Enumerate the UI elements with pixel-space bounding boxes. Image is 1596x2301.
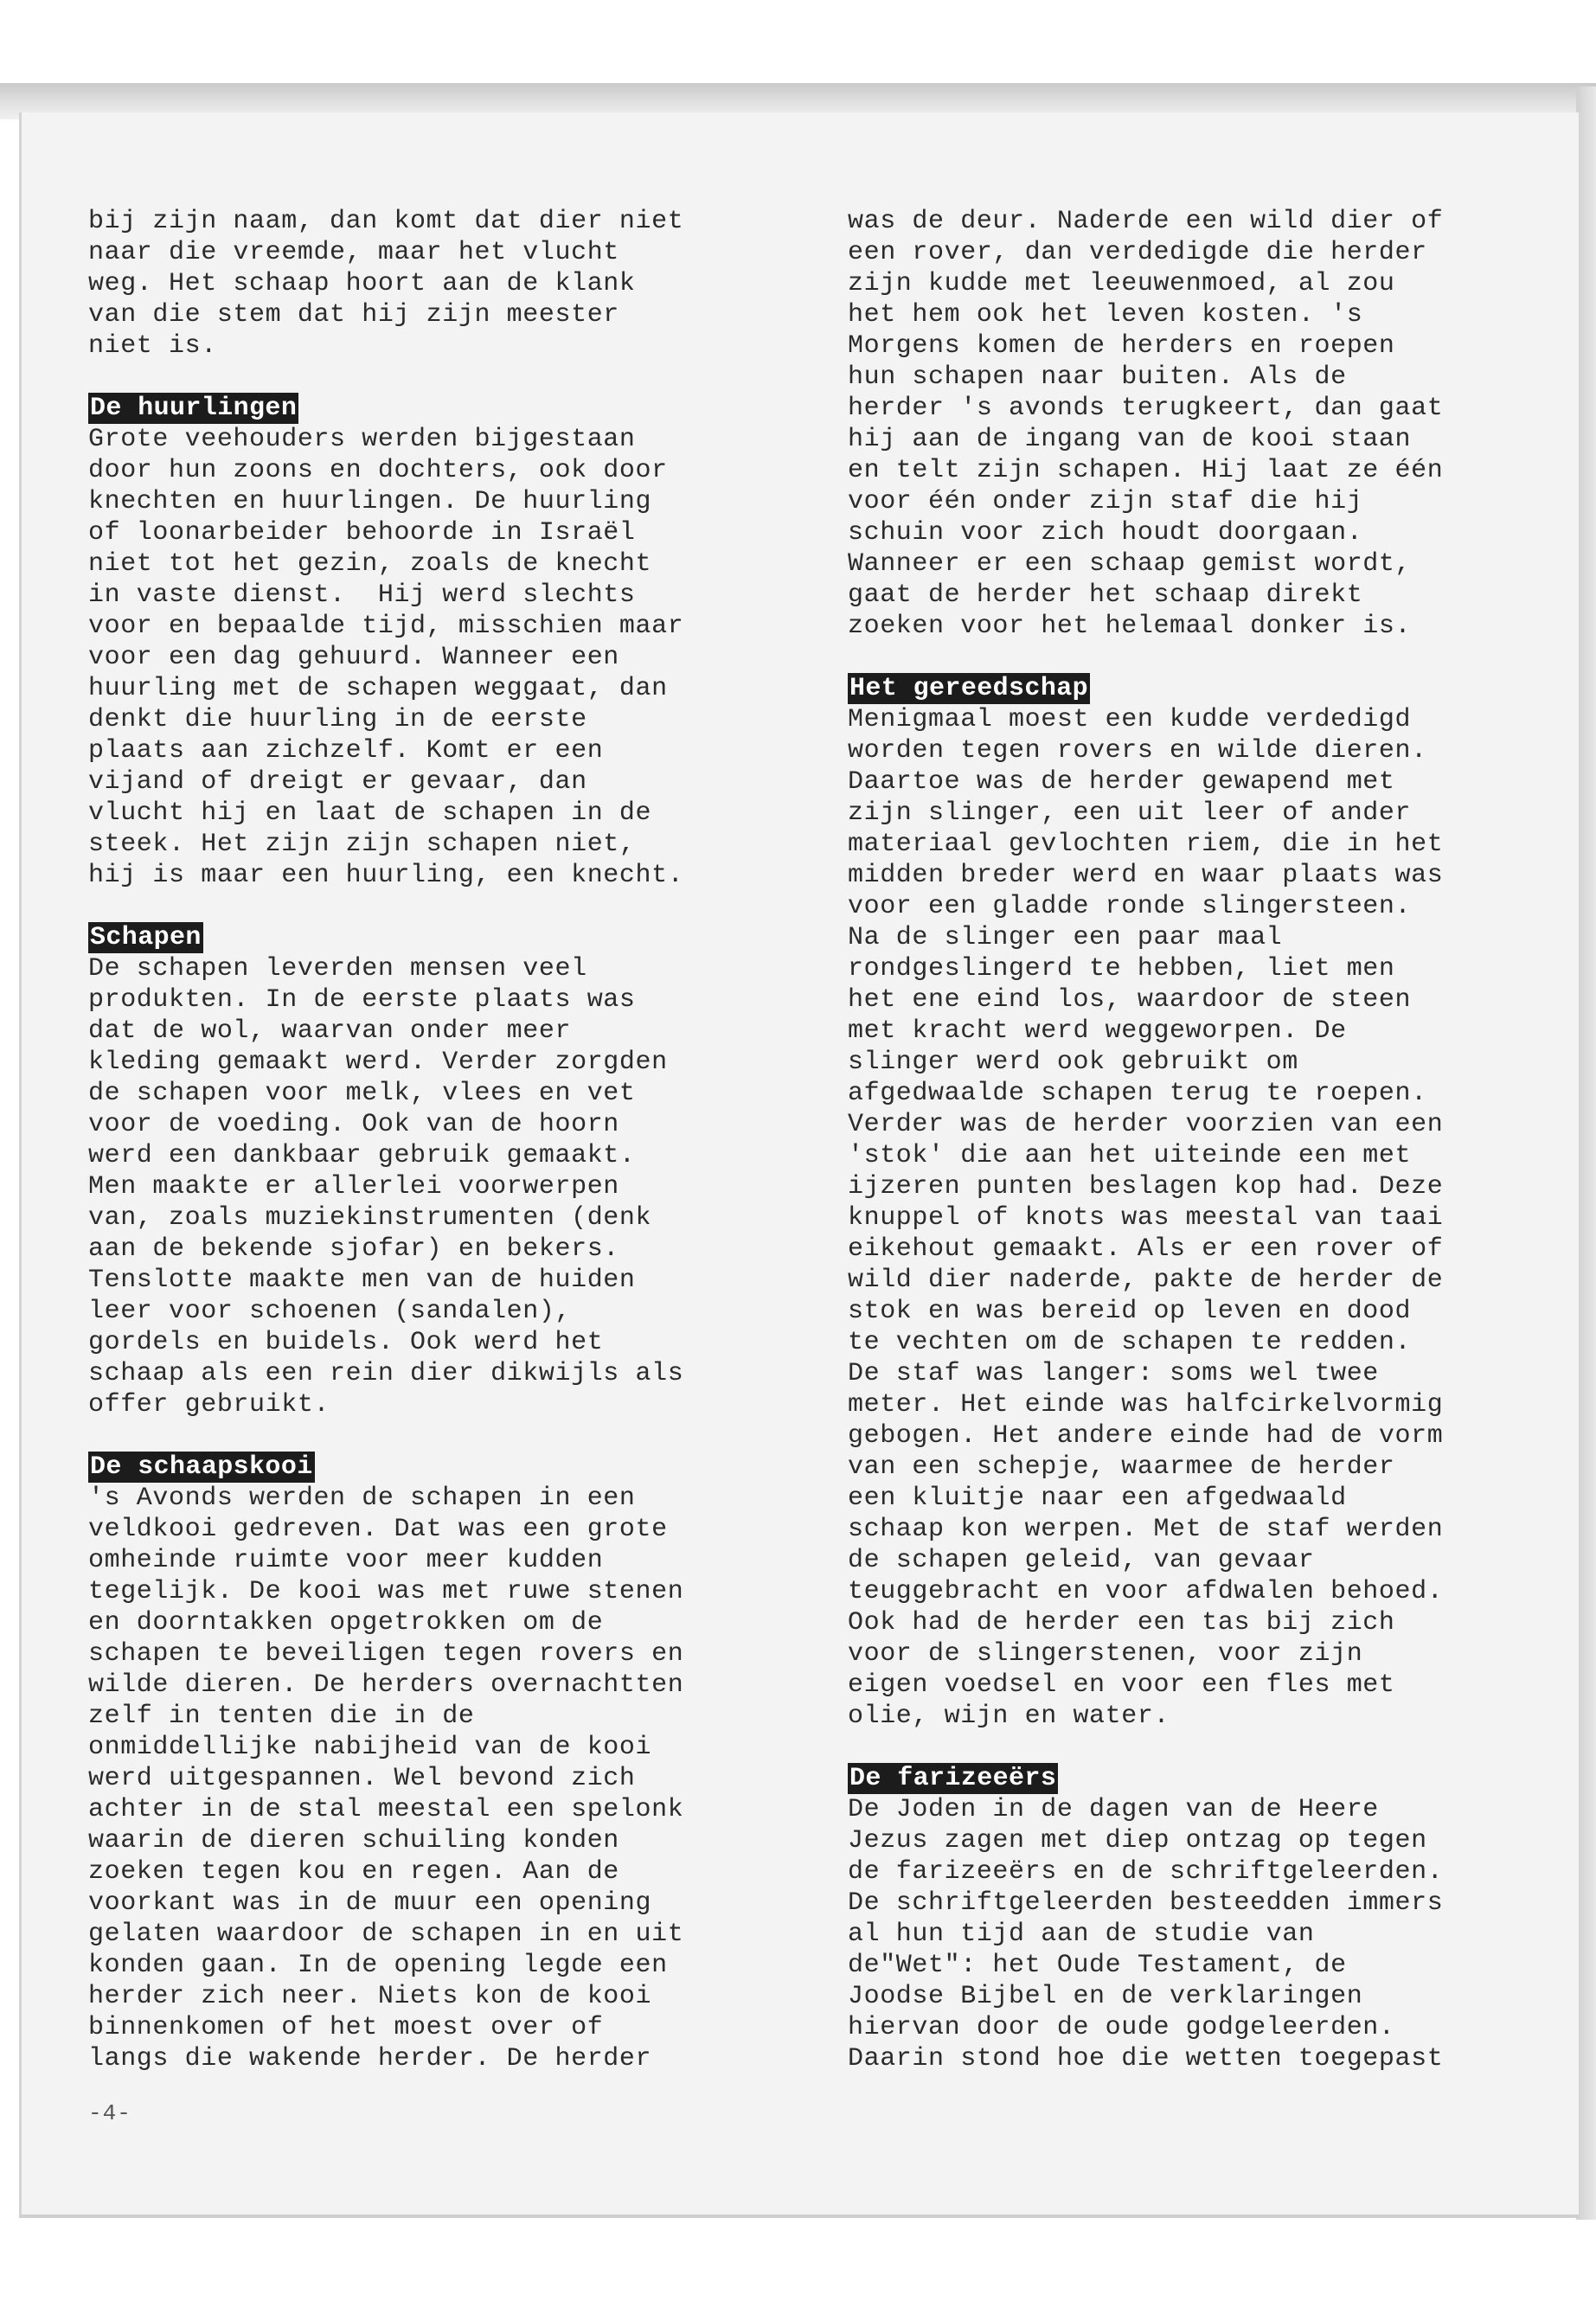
left-intro-paragraph: bij zijn naam, dan komt dat dier niet naar die vreemde, maar het vlucht weg. Het schaap hoort aan de klank van die stem dat hij zijn meester niet is. bbox=[88, 207, 684, 361]
section-schaapskooi bbox=[88, 1452, 798, 2074]
section-body: Menigmaal moest een kudde verdedigd worden tegen rovers en wilde dieren. Daartoe was de herder gewapend met zijn slinger, een uit leer of ander materiaal gevlochten riem, die in het midden breder werd en waar plaats was voor een gladde ronde slingersteen. Na de slinger een paar maal rondgeslingerd te hebben, liet men het ene eind los, waardoor de steen met kracht werd weggeworpen. De slinger werd ook gebruikt om afgedwaalde schapen terug te roepen. Verder was de herder voorzien van een 'stok' die aan het uiteinde een met ijzeren punten beslagen kop had. Deze knuppel of knots was meestal van taai eikehout gemaakt. Als er een rover of wild dier naderde, pakte de herder de stok en was bereid op leven en dood te vechten om de schapen te redden. De staf was langer: soms wel twee meter. Het einde was halfcirkelvormig gebogen. Het andere einde had de vorm van een schepje, waarmee de herder een kluitje naar een afgedwaald schaap kon werpen. Met de staf werden de schapen geleid, van gevaar teuggebracht en voor afdwalen behoed. Ook had de herder een tas bij zich voor de slingerstenen, voor zijn eigen voedsel en voor een fles met olie, wijn en water. bbox=[848, 705, 1444, 1731]
scan-page-edge bbox=[1576, 87, 1596, 2232]
section-heading: De farizeeërs bbox=[849, 1764, 1057, 1793]
right-intro-paragraph: was de deur. Naderde een wild dier of een rover, dan verdedigde die herder zijn kudde met leeuwenmoed, al zou het hem ook het leven kosten. 's Morgens komen de herders en roepen hun schapen naar buiten. Als de herder 's avonds terugkeert, dan gaat hij aan de ingang van de kooi staan en telt zijn schapen. Hij laat ze één voor één onder zijn staf die hij schuin voor zich houdt doorgaan. Wanneer er een schaap gemist wordt, gaat de herder het schaap direkt zoeken voor het helemaal donker is. bbox=[848, 207, 1444, 641]
section-heading: Schapen bbox=[90, 923, 202, 952]
right-column bbox=[848, 206, 1557, 2074]
scan-margin-top bbox=[0, 0, 1596, 87]
section-heading: Het gereedschap bbox=[849, 674, 1089, 703]
page-number: -4- bbox=[88, 2100, 131, 2126]
section-heading: De schaapskooi bbox=[90, 1452, 313, 1482]
section-body: 's Avonds werden de schapen in een veldkooi gedreven. Dat was een grote omheinde ruimte voor meer kudden tegelijk. De kooi was met ruwe stenen en doorntakken opgetrokken om de schapen te beveiligen tegen rovers en wilde dieren. De herders overnachtten zelf in tenten die in de onmiddellijke nabijheid van de kooi werd uitgespannen. Wel bevond zich achter in de stal meestal een spelonk waarin de dieren schuiling konden zoeken tegen kou en regen. Aan de voorkant was in de muur een opening gelaten waardoor de schapen in en uit konden gaan. In de opening legde een herder zich neer. Niets kon de kooi binnenkomen of het moest over of langs die wakende herder. De herder bbox=[88, 1484, 684, 2073]
section-huurlingen bbox=[88, 393, 798, 891]
section-heading: De huurlingen bbox=[90, 394, 298, 423]
section-farizeeers bbox=[848, 1763, 1557, 2074]
section-body: De schapen leverden mensen veel produkten. In de eerste plaats was dat de wol, waarvan onder meer kleding gemaakt werd. Verder zorgden de schapen voor melk, vlees en vet voor de voeding. Ook van de hoorn werd een dankbaar gebruik gemaakt. Men maakte er allerlei voorwerpen van, zoals muziekinstrumenten (denk aan de bekende sjofar) en bekers. Tenslotte maakte men van de huiden leer voor schoenen (sandalen), gordels en buidels. Ook werd het schaap als een rein dier dikwijls als offer gebruikt. bbox=[88, 954, 684, 1420]
section-body: Grote veehouders werden bijgestaan door hun zoons en dochters, ook door knechten en huurlingen. De huurling of loonarbeider behoorde in Israël niet tot het gezin, zoals de knecht in vaste dienst. Hij werd slechts voor en bepaalde tijd, misschien maar voor een dag gehuurd. Wanneer een huurling met de schapen weggaat, dan denkt die huurling in de eerste plaats aan zichzelf. Komt er een vijand of dreigt er gevaar, dan vlucht hij en laat de schapen in de steek. Het zijn zijn schapen niet, hij is maar een huurling, een knecht. bbox=[88, 425, 684, 890]
section-schapen bbox=[88, 922, 798, 1420]
scan-margin-bottom bbox=[0, 2220, 1596, 2301]
section-body: De Joden in de dagen van de Heere Jezus zagen met diep ontzag op tegen de farizeeërs en de schriftgeleerden. De schriftgeleerden besteedden immers al hun tijd aan de studie van de"Wet": het Oude Testament, de Joodse Bijbel en de verklaringen hiervan door de oude godgeleerden. Daarin stond hoe die wetten toegepast bbox=[848, 1795, 1444, 2073]
left-column bbox=[88, 206, 798, 2074]
section-gereedschap bbox=[848, 673, 1557, 1732]
